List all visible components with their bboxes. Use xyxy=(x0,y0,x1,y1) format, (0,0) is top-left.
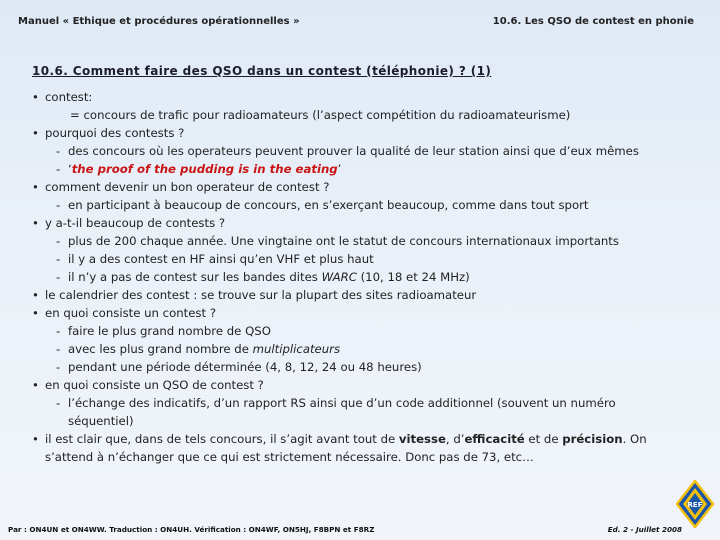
text: avec les plus grand nombre de xyxy=(68,342,253,356)
list-item xyxy=(30,160,698,178)
footer-credits: Par : ON4UN et ON4WW. Traduction : ON4UH. Vérification : ON4WF, ON5HJ, F8BPN et F8RZ xyxy=(8,525,375,534)
page-title: 10.6. Comment faire des QSO dans un contest (téléphonie) ? (1) xyxy=(32,64,492,78)
list-item: • y a-t-il beaucoup de contests ? xyxy=(30,214,698,232)
header-right: 10.6. Les QSO de contest en phonie xyxy=(492,16,694,27)
list-item: - pendant une période déterminée (4, 8, 12, 24 ou 48 heures) xyxy=(30,358,698,376)
list-item xyxy=(30,268,698,286)
list-item: - il y a des contest en HF ainsi qu’en VHF et plus haut xyxy=(30,250,698,268)
list-item: • en quoi consiste un contest ? xyxy=(30,304,698,322)
list-item: • pourquoi des contests ? xyxy=(30,124,698,142)
emphasis: multiplicateurs xyxy=(252,342,341,356)
text: il est clair que, dans de tels concours, il s’agit avant tout de xyxy=(45,432,399,446)
list-item xyxy=(30,430,698,448)
text: (10, 18 et 24 MHz) xyxy=(356,270,470,284)
list-item: • en quoi consiste un QSO de contest ? xyxy=(30,376,698,394)
content xyxy=(30,88,698,466)
highlight-quote: the proof of the pudding is in the eating xyxy=(71,162,338,176)
list-item xyxy=(30,340,698,358)
footer-edition: Ed. 2 - Juillet 2008 xyxy=(607,525,682,534)
text: il n’y a pas de contest sur les bandes dites xyxy=(68,270,322,284)
list-item: - en participant à beaucoup de concours, en s’exerçant beaucoup, comme dans tout sport xyxy=(30,196,698,214)
ref-logo-icon xyxy=(676,480,714,528)
text: , d’ xyxy=(445,432,465,446)
list-item: • comment devenir un bon operateur de contest ? xyxy=(30,178,698,196)
list-item: - plus de 200 chaque année. Une vingtaine ont le statut de concours internationaux importants xyxy=(30,232,698,250)
emphasis: WARC xyxy=(321,270,357,284)
keyword: précision xyxy=(562,432,623,446)
list-item: - l’échange des indicatifs, d’un rapport RS ainsi que d’un code additionnel (souvent un numéro xyxy=(30,394,698,412)
text: . On xyxy=(622,432,647,446)
list-item: = concours de trafic pour radioamateurs (l’aspect compétition du radioamateurisme) xyxy=(70,108,571,122)
keyword: vitesse xyxy=(398,432,446,446)
list-item: - des concours où les operateurs peuvent prouver la qualité de leur station ainsi que d’eux mêmes xyxy=(30,142,698,160)
list-item: • le calendrier des contest : se trouve sur la plupart des sites radioamateur xyxy=(30,286,698,304)
list-item: • contest: xyxy=(30,88,698,106)
text: et de xyxy=(524,432,563,446)
list-item: - faire le plus grand nombre de QSO xyxy=(30,322,698,340)
logo-text: REF xyxy=(687,501,703,509)
text: ’ xyxy=(337,162,342,176)
keyword: efficacité xyxy=(464,432,525,446)
header-left: Manuel « Ethique et procédures opérationnelles » xyxy=(18,16,300,27)
list-item: s’attend à n’échanger que ce qui est strictement nécessaire. Donc pas de 73, etc… xyxy=(45,450,534,464)
text: ‘ xyxy=(68,162,72,176)
list-item: séquentiel) xyxy=(68,414,134,428)
